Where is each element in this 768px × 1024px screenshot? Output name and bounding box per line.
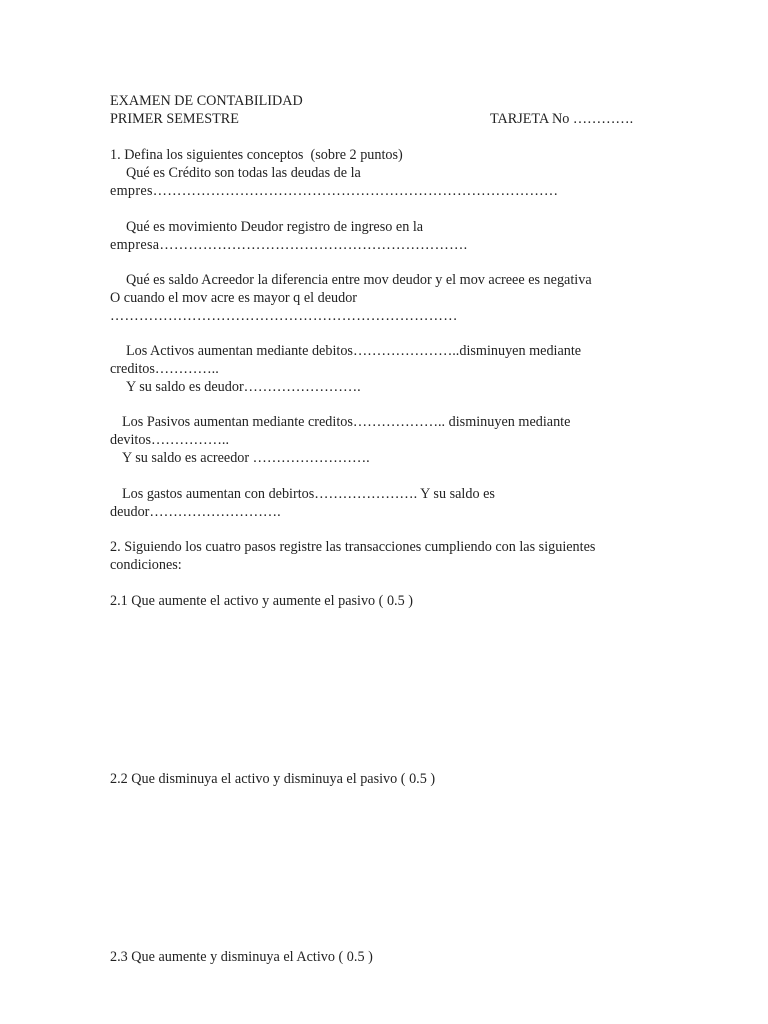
credito-answer-line1: Qué es Crédito son todas las deudas de la [126,165,361,181]
item-2-3: 2.3 Que aumente y disminuya el Activo ( 0.5 ) [110,949,373,965]
pasivos-answer-line3: Y su saldo es acreedor ……………………. [122,450,370,466]
gastos-answer-line1: Los gastos aumentan con debirtos…………………. Y su saldo es [122,486,495,502]
activos-answer-line3: Y su saldo es deudor……………………. [126,379,361,395]
item-2-2: 2.2 Que disminuya el activo y disminuya el pasivo ( 0.5 ) [110,771,436,787]
pasivos-answer-line1: Los Pasivos aumentan mediante creditos……………….. disminuyen mediante [122,414,571,430]
question-2-heading-line1: 2. Siguiendo los cuatro pasos registre las transacciones cumpliendo con las siguientes [110,539,596,555]
pasivos-answer-line2: devitos…………….. [110,432,230,448]
exam-title: EXAMEN DE CONTABILIDAD [110,93,303,109]
card-number-field: TARJETA No …………. [490,111,634,127]
item-2-1: 2.1 Que aumente el activo y aumente el pasivo ( 0.5 ) [110,593,413,609]
deudor-answer-line1: Qué es movimiento Deudor registro de ingreso en la [126,219,424,235]
question-1-heading: 1. Defina los siguientes conceptos (sobre 2 puntos) [110,147,403,163]
activos-answer-line1: Los Activos aumentan mediante debitos…………………..disminuyen mediante [126,343,582,359]
deudor-answer-line2: empresa………………………………………………………. [110,237,468,253]
activos-answer-line2: creditos………….. [110,361,219,377]
credito-answer-line2: empres………………………………………………………………………… [110,183,559,199]
acreedor-answer-line2: O cuando el mov acre es mayor q el deudor [110,290,358,306]
gastos-answer-line2: deudor………………………. [110,504,281,520]
semester-label: PRIMER SEMESTRE [110,111,239,127]
acreedor-answer-line1: Qué es saldo Acreedor la diferencia entre mov deudor y el mov acreee es negativa [126,272,592,288]
question-2-heading-line2: condiciones: [110,557,182,573]
acreedor-answer-line3: ……………………………………………………………… [110,308,458,324]
